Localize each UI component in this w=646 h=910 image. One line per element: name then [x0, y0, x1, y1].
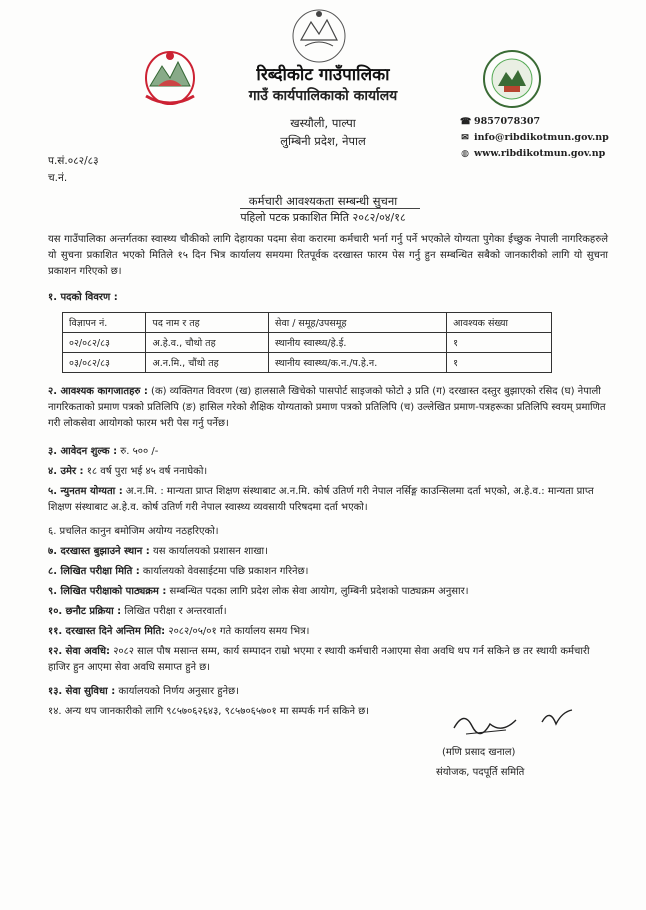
signature-mark — [446, 704, 586, 744]
table-cell: अ.न.मि., चौंथो तह — [146, 353, 269, 373]
col-header: पद नाम र तह — [146, 313, 269, 333]
signatory-name: (मणि प्रसाद खनाल) — [442, 747, 516, 758]
address-line1: खस्यौली, पाल्पा — [290, 116, 356, 130]
table-cell: स्थानीय स्वास्थ्य/हे.ई. — [269, 333, 447, 353]
section-12: १२. सेवा अवधि: २०८२ साल पौष मसान्त सम्म, कार्य सम्पादन राम्रो भएमा र स्थायी कर्मचारी नआएमा सेवा अवधि थप गर्न सकिने छ तर स्थायी कर्मचारी हाजिर हुन आएमा सेवा अवधि समाप्त हुने छ। — [48, 646, 590, 673]
title-underline — [240, 208, 420, 209]
col-header: विज्ञापन नं. — [63, 313, 146, 333]
signatory-role: संयोजक, पदपूर्ति समिति — [436, 767, 525, 778]
publish-date: पहिलो पटक प्रकाशित मिति २०८२/०४/१८ — [240, 211, 406, 224]
org-name: रिब्दीकोट गाउँपालिका — [256, 65, 390, 85]
address-line2: लुम्बिनी प्रदेश, नेपाल — [280, 134, 366, 148]
notice-title: कर्मचारी आवश्यकता सम्बन्धी सुचना — [248, 194, 398, 208]
table-cell: अ.हे.व., चौथो तह — [146, 333, 269, 353]
section-11: ११. दरखास्त दिने अन्तिम मिति: २०८२/०५/०१ गते कार्यालय समय भित्र। — [48, 626, 310, 637]
section-4: ४. उमेर : १८ वर्ष पुरा भई ४५ वर्ष ननाघेको। — [48, 466, 208, 477]
col-header: आवश्यक संख्या — [447, 313, 552, 333]
phone-number[interactable]: 9857078307 — [474, 116, 541, 127]
section-3: ३. आवेदन शुल्क : रु. ५०० /- — [48, 446, 159, 457]
section-9: ९. लिखित परीक्षाको पाठ्यक्रम : सम्बन्धित पदका लागि प्रदेश लोक सेवा आयोग, लुम्बिनी प्रदेशको पाठ्यक्रम अनुसार। — [48, 586, 469, 597]
section-7: ७. दरखास्त बुझाउने स्थान : यस कार्यालयको प्रशासन शाखा। — [48, 546, 268, 557]
section-5: ५. न्युनतम योग्यता : अ.न.मि. : मान्यता प्राप्त शिक्षण संस्थाबाट अ.न.मि. कोर्ष उतिर्ण गरी नेपाल नर्सिङ्ग काउन्सिलमा दर्ता भएको, अ.हे.व.: मान्यता प्राप्त शिक्षण संस्थाबाट अ.हे.व. कोर्ष उतिर्ण गरी नेपाल स्वास्थ्य व्यवसायी परिषदमा दर्ता भएको। — [48, 486, 594, 513]
web-link[interactable]: www.ribdikotmun.gov.np — [474, 148, 606, 159]
section-2: २. आवश्यक कागजातहरु : (क) व्यक्तिगत विवरण (ख) हालसालै खिचेको पासपोर्ट साइजको फोटो ३ प्रति (ग) दरखास्त दस्तुर बुझाएको रसिद (घ) नेपाली नागरिकताको प्रमाण पत्रको प्रतिलिपि (ङ) हासिल गरेको शैक्षिक योग्यताको प्रमाण पत्रको प्रतिलिपि (च) उल्लेखित प्रमाण-पत्रहरूका प्रतिलिपि स्वयम् प्रमाणित गरी लोकसेवा आयोगको फारम भरी पेस गर्नु पर्नेछ। — [48, 386, 606, 429]
table-header-row — [63, 313, 552, 333]
table-row — [63, 353, 552, 373]
email-icon: ✉ — [461, 133, 469, 143]
section-10: १०. छनौट प्रक्रिया : लिखित परीक्षा र अन्तरवार्ता। — [48, 606, 227, 617]
municipality-seal — [285, 6, 353, 66]
office-name: गाउँ कार्यपालिकाको कार्यालय — [248, 88, 398, 104]
table-cell: १ — [447, 353, 552, 373]
table-cell: ०३/०८२/८३ — [63, 353, 146, 373]
table-cell: १ — [447, 333, 552, 353]
globe-icon: ◍ — [461, 149, 469, 159]
col-header: सेवा / समूह/उपसमूह — [269, 313, 447, 333]
contact-email — [460, 132, 609, 143]
contact-web — [460, 148, 605, 159]
section-8: ८. लिखित परीक्षा मिति : कार्यालयको वेवसाईटमा पछि प्रकाशन गरिनेछ। — [48, 566, 309, 577]
table-cell: स्थानीय स्वास्थ्य/क.न./प.हे.न. — [269, 353, 447, 373]
reference-number: प.सं.०८२/८३ — [48, 155, 99, 167]
notice-intro: यस गाउँपालिका अन्तर्गतका स्वास्थ्य चौकीको लागि देहायका पदमा सेवा करारमा कर्मचारी भर्ना गर्नु पर्ने भएकोले योग्यता पुगेका ईच्छुक नेपाली नागरिकहरुले यो सुचना प्रकाशित भएको मितिले १५ दिन भित्र कार्यालय समयमा रितपूर्वक दरखास्त फारम पेस गर्नु हुन सम्बन्धित सबैको जानकारीको लागि यो सुचना प्रकाशन गरिएको छ। — [48, 234, 608, 277]
email-link[interactable]: info@ribdikotmun.gov.np — [474, 132, 609, 143]
contact-phone — [460, 116, 540, 127]
table-cell: ०२/०८२/८३ — [63, 333, 146, 353]
table-row — [63, 333, 552, 353]
section-14: १४. अन्य थप जानकारीको लागि ९८५७०६२६४३, ९८५७०६५७०१ मा सम्पर्क गर्न सकिने छ। — [48, 706, 369, 717]
section1-heading: १. पदको विवरण : — [48, 292, 118, 303]
phone-icon: ☎ — [460, 117, 472, 127]
section-6: ६. प्रचलित कानुन बमोजिम अयोग्य नठहरिएको। — [48, 526, 219, 537]
chalani-number: च.नं. — [48, 172, 68, 184]
section-13: १३. सेवा सुविधा : कार्यालयको निर्णय अनुसार हुनेछ। — [48, 686, 239, 697]
vacancy-table — [62, 312, 552, 373]
